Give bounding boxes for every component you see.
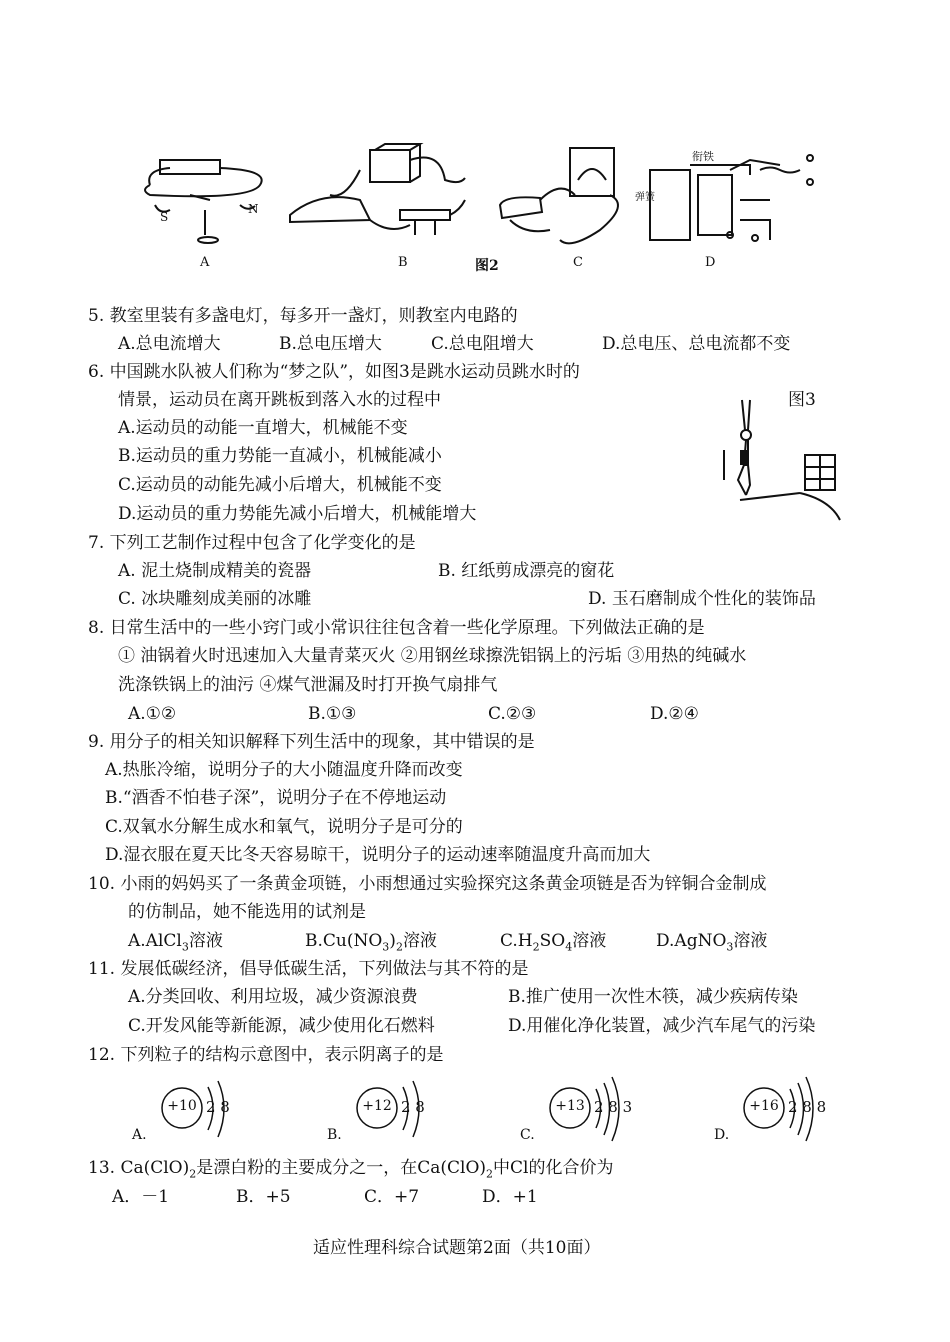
q9-option-d: D.湿衣服在夏天比冬天容易晾干，说明分子的运动速率随温度升高而加大 [105, 845, 651, 865]
q5-option-b: B.总电压增大 [279, 334, 382, 354]
q8-line2: ① 油锅着火时迅速加入大量青菜灭火 ②用钢丝球擦洗铝锅上的污垢 ③用热的纯碱水 [118, 646, 747, 666]
figure-2-label-c: C [573, 255, 583, 270]
figure-2-label-b: B [398, 255, 408, 270]
q7-stem: 7. 下列工艺制作过程中包含了化学变化的是 [88, 533, 416, 553]
atom-c-label: C. [520, 1127, 535, 1143]
figure-3-diver-illustration [720, 395, 850, 530]
q11-option-a: A.分类回收、利用垃圾，减少资源浪费 [128, 987, 418, 1007]
figure-2-label-d: D [705, 255, 716, 270]
q5-option-a: A.总电流增大 [118, 334, 221, 354]
q7-option-d: D. 玉石磨制成个性化的装饰品 [588, 589, 816, 609]
atom-d-shells: 2 8 8 [788, 1098, 827, 1116]
figure-2-label-a: A [200, 255, 210, 270]
q5-stem: 5. 教室里装有多盏电灯，每多开一盏灯，则教室内电路的 [88, 306, 518, 326]
spring-label: 弹簧 [635, 192, 655, 203]
q13-option-d: D．+1 [482, 1187, 538, 1207]
q5-option-c: C.总电阻增大 [431, 334, 534, 354]
q10-option-c: $C.H_2SO_4$溶液 [500, 931, 607, 954]
atom-diagram-a [132, 1075, 270, 1155]
q7-option-a: A. 泥土烧制成精美的瓷器 [118, 561, 312, 581]
pole-n-label: N [248, 202, 259, 216]
q9-option-b: B.“酒香不怕巷子深”，说明分子在不停地运动 [105, 788, 447, 808]
atom-c-nucleus: +13 [555, 1098, 585, 1114]
q6-option-a: A.运动员的动能一直增大，机械能不变 [118, 418, 408, 438]
q9-stem: 9. 用分子的相关知识解释下列生活中的现象，其中错误的是 [88, 732, 535, 752]
q8-option-c: C.②③ [488, 704, 537, 724]
q10-stem-line2: 的仿制品，她不能选用的试剂是 [128, 902, 366, 922]
pole-s-label: S [160, 210, 169, 224]
atom-b-shells: 2 8 [401, 1098, 425, 1116]
atom-d-nucleus: +16 [749, 1098, 779, 1114]
q5-option-d: D.总电压、总电流都不变 [602, 334, 791, 354]
q6-option-b: B.运动员的重力势能一直减小，机械能减小 [118, 446, 442, 466]
q6-option-d: D.运动员的重力势能先减小后增大，机械能增大 [118, 504, 477, 524]
atom-b-nucleus: +12 [362, 1098, 392, 1114]
q6-stem-line2: 情景，运动员在离开跳板到落入水的过程中 [118, 390, 441, 410]
q13-stem: 13. $Ca(ClO)_2$是漂白粉的主要成分之一，在$Ca(ClO)_2$中Cl的化合价为 [88, 1158, 614, 1181]
q8-line3: 洗涤铁锅上的油污 ④煤气泄漏及时打开换气扇排气 [118, 675, 498, 695]
atom-a-nucleus: +10 [167, 1098, 197, 1114]
atom-d-label: D. [714, 1127, 730, 1143]
q9-option-c: C.双氧水分解生成水和氧气，说明分子是可分的 [105, 817, 463, 837]
atom-diagram-b [327, 1075, 465, 1155]
q11-option-c: C.开发风能等新能源，减少使用化石燃料 [128, 1016, 435, 1036]
q10-option-b: $B.Cu(NO_3)_2$溶液 [305, 931, 437, 954]
q13-option-b: B．+5 [236, 1187, 291, 1207]
q10-option-a: A.AlCl$_3$溶液 [128, 931, 223, 954]
figure-3-label: 图3 [788, 390, 816, 410]
figure-2 [130, 140, 830, 280]
q11-option-b: B.推广使用一次性木筷，减少疾病传染 [508, 987, 798, 1007]
q12-stem: 12. 下列粒子的结构示意图中，表示阴离子的是 [88, 1045, 444, 1065]
q8-option-a: A.①② [128, 704, 177, 724]
q10-stem-line1: 10. 小雨的妈妈买了一条黄金项链，小雨想通过实验探究这条黄金项链是否为锌铜合金制成 [88, 874, 767, 894]
atom-a-shells: 2 8 [206, 1098, 230, 1116]
q8-option-b: B.①③ [308, 704, 357, 724]
q8-option-d: D.②④ [650, 704, 699, 724]
atom-c-shells: 2 8 3 [594, 1098, 633, 1116]
atom-a-label: A. [132, 1127, 147, 1143]
page-footer: 适应性理科综合试题第2面（共10面） [313, 1238, 601, 1258]
figure-2-caption: 图2 [475, 258, 499, 274]
q8-stem: 8. 日常生活中的一些小窍门或小常识往往包含着一些化学原理。下列做法正确的是 [88, 618, 705, 638]
atom-diagram-c [520, 1075, 668, 1155]
atom-b-label: B. [327, 1127, 342, 1143]
q10-option-d: D.AgNO$_3$溶液 [656, 931, 768, 954]
armature-label: 衔铁 [692, 150, 714, 163]
q13-option-c: C．+7 [364, 1187, 420, 1207]
atom-diagram-d [714, 1075, 862, 1155]
q7-option-c: C. 冰块雕刻成美丽的冰雕 [118, 589, 312, 609]
q7-option-b: B. 红纸剪成漂亮的窗花 [438, 561, 615, 581]
q9-option-a: A.热胀冷缩，说明分子的大小随温度升降而改变 [105, 760, 463, 780]
q13-option-a: A．－1 [112, 1187, 170, 1207]
q11-option-d: D.用催化净化装置，减少汽车尾气的污染 [508, 1016, 816, 1036]
q11-stem: 11. 发展低碳经济，倡导低碳生活，下列做法与其不符的是 [88, 959, 529, 979]
q6-option-c: C.运动员的动能先减小后增大，机械能不变 [118, 475, 442, 495]
q6-stem-line1: 6. 中国跳水队被人们称为“梦之队”，如图3是跳水运动员跳水时的 [88, 362, 580, 382]
